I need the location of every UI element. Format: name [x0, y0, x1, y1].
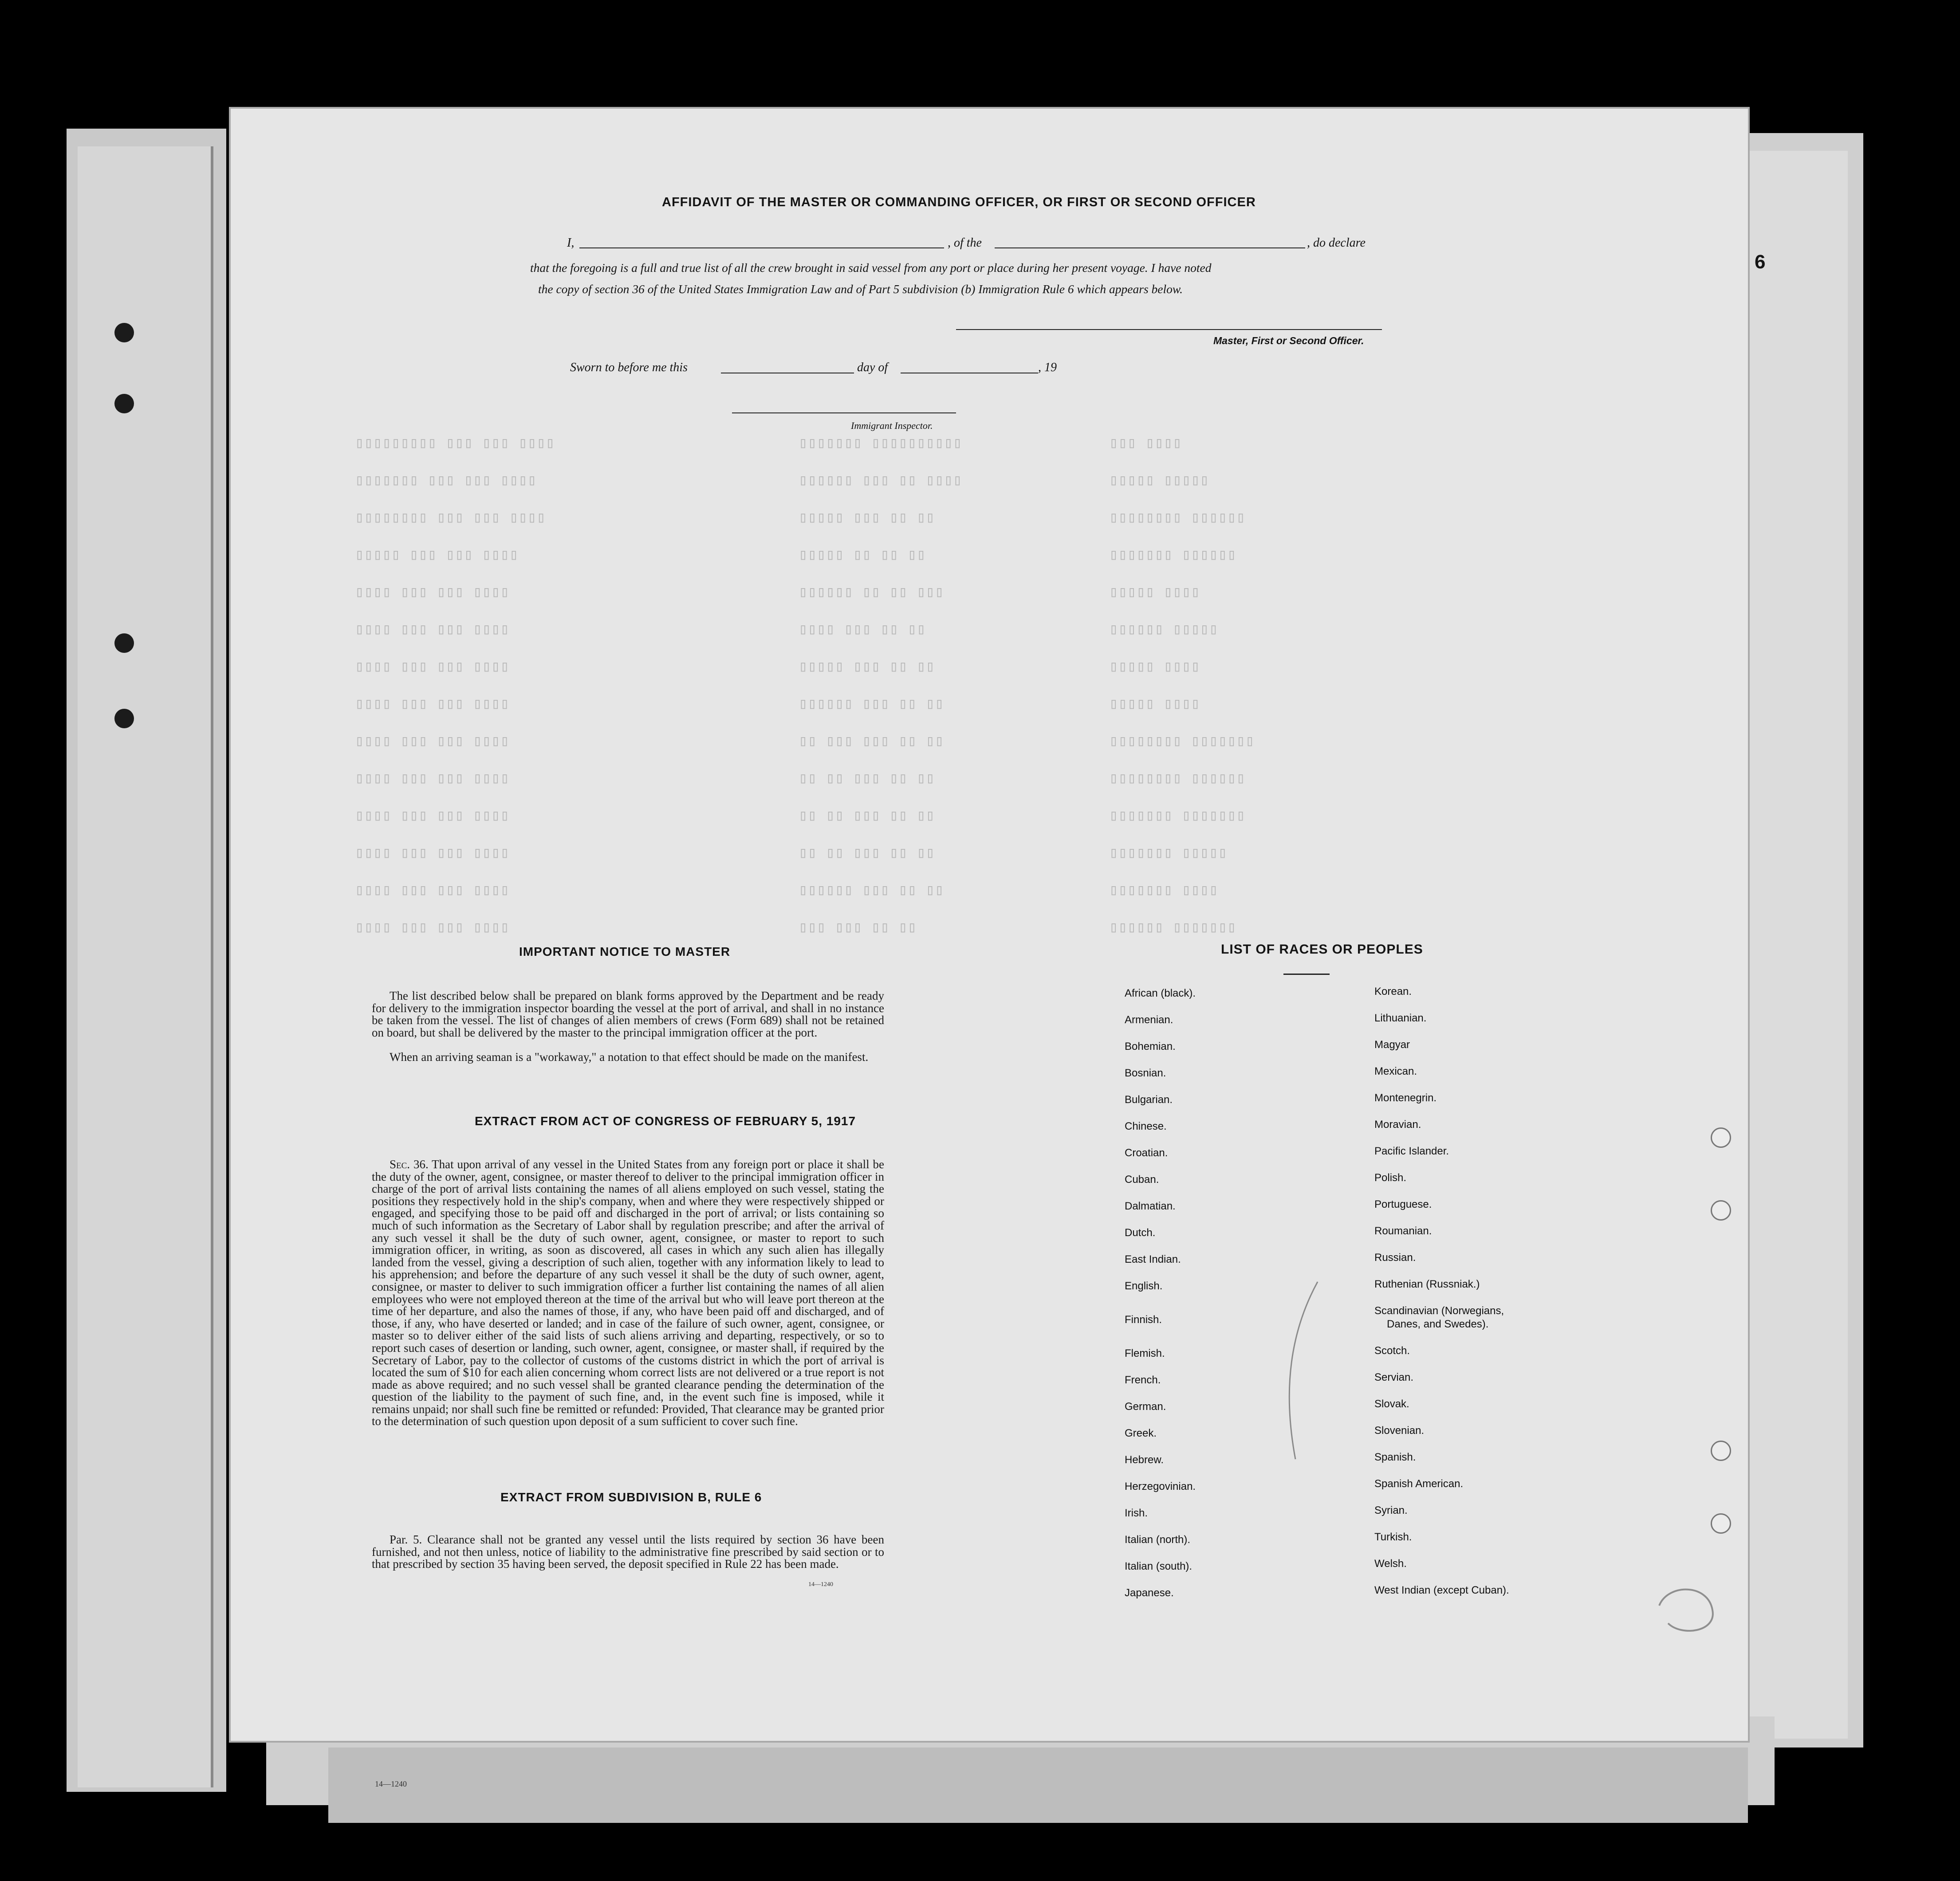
section-label: Sec. 36. [390, 1158, 429, 1171]
rule-extract-heading: EXTRACT FROM SUBDIVISION B, RULE 6 [500, 1490, 762, 1504]
affidavit-statement-line: the copy of section 36 of the United States Immigration Law and of Part 5 subdivision (b) Immigration Rule 6 which appears below. [538, 282, 1183, 296]
important-notice-paragraph: When an arriving seaman is a "workaway," a notation to that effect should be made on the manifest. [390, 1050, 869, 1064]
races-list-right-column [1374, 986, 1623, 1611]
race-item: Bulgarian. [1125, 1094, 1173, 1106]
race-item: Scandinavian (Norwegians, [1374, 1305, 1504, 1317]
declarant-name-field[interactable] [579, 247, 944, 248]
race-item: West Indian (except Cuban). [1374, 1584, 1509, 1596]
race-item: Russian. [1374, 1252, 1416, 1264]
race-item: Mexican. [1374, 1065, 1417, 1077]
race-item: Cuban. [1125, 1174, 1159, 1186]
sworn-year-label: , 19 [1038, 361, 1057, 374]
act-extract-heading: EXTRACT FROM ACT OF CONGRESS OF FEBRUARY 5, 1917 [475, 1114, 856, 1128]
officer-signature-label: Master, First or Second Officer. [1213, 335, 1364, 346]
form-number: 14—1240 [808, 1581, 833, 1588]
inspector-signature-label: Immigrant Inspector. [851, 420, 933, 431]
race-item: Welsh. [1374, 1558, 1407, 1570]
race-item: Slovenian. [1374, 1425, 1425, 1437]
section-text: That upon arrival of any vessel in the United States from any foreign port or place it shall be the duty of the owner, agent, consignee, or master thereof to deliver to the principal immigration officer in charge of the port of arrival lists containing the names of all aliens employed on such vessel, stating the positions they respectively hold in the ship's company, when and where they were respectively shipped or engaged, and specifying those to be paid off and discharged in the port of arrival; or lists containing so much of such information as the Secretary of Labor shall by regulation prescribe; and after the arrival of any such vessel it shall be the duty of such owner, agent, consignee, or master to report to such immigration officer, in writing, as soon as discovered, all cases in which any such alien has illegally landed from the vessel, giving a description of such alien, together with any information likely to lead to his apprehension; and before the departure of any such vessel it shall be the duty of such owner, agent, consignee, or master to deliver to such immigration officer a further list containing the names of all alien employees who were not employed thereon at the time of the arrival but who will leave port thereon at the time of her departure, and also the names of those, if any, who have been paid off and discharged, and of those, if any, who have deserted or landed; and in case of the failure of such owner, agent, consignee, or master so to deliver either of the said lists of such aliens arriving and departing, respectively, or so to report such cases of desertion or landing, such owner, agent, consignee, or master shall, if required by the Secretary of Labor, pay to the collector of customs of the customs district in which the port of arrival is located the sum of $10 for each alien concerning whom correct lists are not delivered or a true report is not made as above required; and no such vessel shall be granted clearance pending the determination of the question of the liability to the payment of such fine, and, in the event such fine is imposed, while it remains unpaid; nor shall such fine be remitted or refunded: Provided, That clearance may be granted prior to the determination of such question upon deposit of a sum sufficient to cover such fine. [372, 1158, 884, 1428]
race-item: Polish. [1374, 1172, 1407, 1184]
race-item: East Indian. [1125, 1253, 1181, 1265]
race-item: Scotch. [1374, 1345, 1410, 1357]
race-item: Servian. [1374, 1371, 1414, 1383]
race-item: Ruthenian (Russniak.) [1374, 1278, 1480, 1290]
race-item: Dutch. [1125, 1227, 1156, 1239]
affidavit-title: AFFIDAVIT OF THE MASTER OR COMMANDING OFFICER, OR FIRST OR SECOND OFFICER [662, 195, 1256, 209]
sworn-statement-prefix: Sworn to before me this [570, 361, 688, 374]
background-page-right-edge [1739, 151, 1848, 1739]
race-item: Moravian. [1374, 1119, 1421, 1131]
race-item-continuation: Danes, and Swedes). [1387, 1318, 1489, 1330]
race-item: Syrian. [1374, 1504, 1408, 1516]
punch-hole [114, 394, 134, 413]
race-item: Spanish American. [1374, 1478, 1464, 1490]
rule-extract-paragraph: Par. 5. Clearance shall not be granted any vessel until the lists required by section 36 have been furnished, and not then unless, notice of liability to the administrative fine prescribed by said section or to that prescribed by section 35 having been served, the deposit specified in Rule 22 has been made. [372, 1533, 884, 1571]
race-item: Turkish. [1374, 1531, 1412, 1543]
race-item: Lithuanian. [1374, 1012, 1427, 1024]
race-item: Hebrew. [1125, 1454, 1164, 1466]
race-item: Spanish. [1374, 1451, 1416, 1463]
race-item: Montenegrin. [1374, 1092, 1437, 1104]
officer-signature-field[interactable] [956, 329, 1382, 330]
race-item: Dalmatian. [1125, 1200, 1176, 1212]
important-notice-paragraph: The list described below shall be prepared on blank forms approved by the Department and be ready for delivery to the immigration inspector boarding the vessel at the port of arrival, and shall in no instance be taken from the vessel. The list of changes of alien members of crews (Form 689) shall not be retained on board, but shall be delivered by the master to the principal immigration officer at the port. [372, 989, 884, 1039]
race-item: Finnish. [1125, 1314, 1162, 1326]
punch-hole [114, 633, 134, 653]
race-item: French. [1125, 1374, 1161, 1386]
race-item: Korean. [1374, 986, 1412, 997]
race-item: Chinese. [1125, 1120, 1167, 1132]
race-item: Bohemian. [1125, 1041, 1176, 1052]
inspector-signature-field[interactable] [732, 412, 956, 413]
races-list-heading: LIST OF RACES OR PEOPLES [1221, 942, 1423, 957]
bottom-stub-form-number: 14—1240 [375, 1779, 407, 1788]
race-item: Magyar [1374, 1039, 1410, 1051]
pencil-mark [1650, 1579, 1721, 1641]
races-heading-underline [1283, 974, 1330, 975]
race-item: Italian (north). [1125, 1534, 1191, 1546]
punch-hole-ring [1711, 1441, 1731, 1461]
race-item: Japanese. [1125, 1587, 1174, 1599]
act-extract-paragraph [372, 1158, 884, 1428]
race-item: Roumanian. [1374, 1225, 1432, 1237]
punch-hole-ring [1711, 1127, 1731, 1148]
background-page-bottom-edge [328, 1747, 1748, 1823]
race-item: Herzegovinian. [1125, 1480, 1196, 1492]
race-item: Flemish. [1125, 1347, 1165, 1359]
race-item: Irish. [1125, 1507, 1148, 1519]
punch-hole-ring [1711, 1200, 1731, 1221]
sworn-day-of-label: day of [857, 361, 888, 374]
race-item: Italian (south). [1125, 1560, 1193, 1572]
race-item: Portuguese. [1374, 1198, 1432, 1210]
race-item: Greek. [1125, 1427, 1157, 1439]
background-page-left-edge [78, 146, 213, 1787]
race-item: Croatian. [1125, 1147, 1168, 1159]
race-item: English. [1125, 1280, 1163, 1292]
affidavit-declarant-prefix: I, [567, 236, 575, 250]
race-item: Bosnian. [1125, 1067, 1166, 1079]
vessel-name-field[interactable] [995, 247, 1305, 248]
pencil-mark [1264, 1277, 1326, 1464]
race-item: German. [1125, 1401, 1166, 1413]
important-notice-heading: IMPORTANT NOTICE TO MASTER [519, 945, 731, 958]
affidavit-do-declare-label: , do declare [1307, 236, 1366, 250]
punch-hole [114, 323, 134, 342]
affidavit-statement-line: that the foregoing is a full and true list of all the crew brought in said vessel from any port or place during her present voyage. I have noted [530, 261, 1212, 275]
race-item: Armenian. [1125, 1014, 1173, 1026]
race-item: African (black). [1125, 987, 1196, 999]
race-item: Slovak. [1374, 1398, 1409, 1410]
punch-hole [114, 709, 134, 728]
affidavit-of-the-label: , of the [948, 236, 982, 250]
race-item: Pacific Islander. [1374, 1145, 1449, 1157]
corner-page-number: 6 [1755, 251, 1766, 273]
punch-hole-ring [1711, 1513, 1731, 1534]
